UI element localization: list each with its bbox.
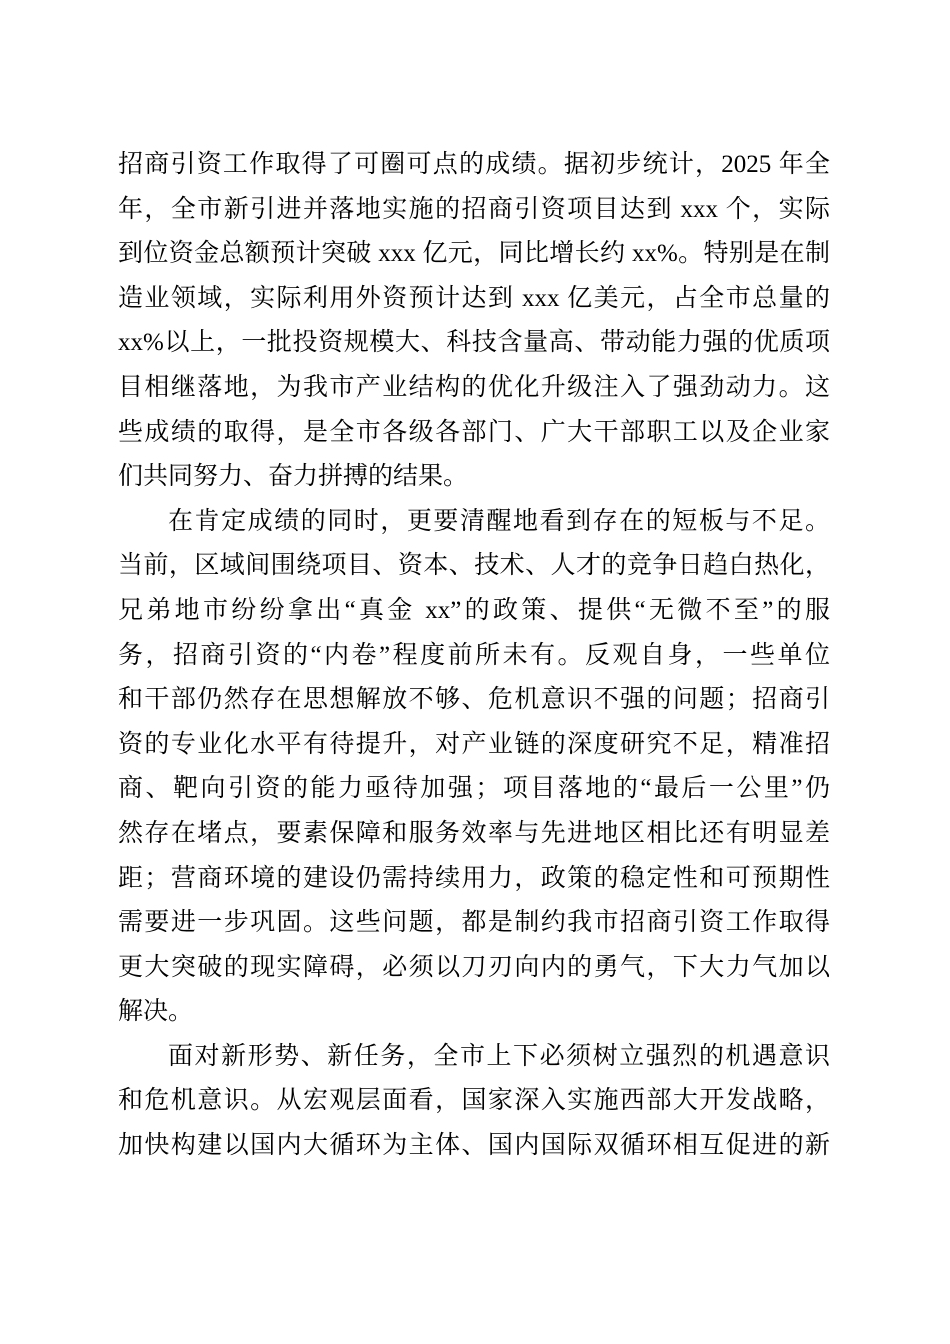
text-line: 和危机意识。从宏观层面看，国家深入实施西部大开发战略， [118,1087,830,1115]
text-line: 更大突破的现实障碍，必须以刀刃向内的勇气，下大力气加以 [118,953,830,981]
text-line: 当前，区域间围绕项目、资本、技术、人才的竞争日趋白热化， [118,552,830,580]
text-line: 招商引资工作取得了可圈可点的成绩。据初步统计，2025 年全 [118,151,830,178]
text-line: 商、靶向引资的能力亟待加强；项目落地的“最后一公里”仍 [118,775,830,803]
text-line: 然存在堵点，要素保障和服务效率与先进地区相比还有明显差 [118,819,830,847]
text-line: 距；营商环境的建设仍需持续用力，政策的稳定性和可预期性 [118,864,830,892]
text-line: 到位资金总额预计突破 xxx 亿元，同比增长约 xx%。特别是在制 [118,240,830,268]
text-line: 在肯定成绩的同时，更要清醒地看到存在的短板与不足。 [168,507,830,535]
text-line: 需要进一步巩固。这些问题，都是制约我市招商引资工作取得 [118,909,830,937]
text-line: 们共同努力、奋力拼搏的结果。 [118,463,469,491]
text-line: xx%以上，一批投资规模大、科技含量高、带动能力强的优质项 [118,329,830,357]
text-line: 资的专业化水平有待提升，对产业链的深度研究不足，精准招 [118,730,830,758]
document-body [118,143,830,1169]
text-line: 造业领域，实际利用外资预计达到 xxx 亿美元，占全市总量的 [118,284,830,312]
text-line: 面对新形势、新任务，全市上下必须树立强烈的机遇意识 [168,1042,830,1070]
text-line: 兄弟地市纷纷拿出“真金 xx”的政策、提供“无微不至”的服 [118,596,830,624]
text-line: 加快构建以国内大循环为主体、国内国际双循环相互促进的新 [118,1132,830,1160]
text-line: 务，招商引资的“内卷”程度前所未有。反观自身，一些单位 [118,641,830,669]
text-line: 些成绩的取得，是全市各级各部门、广大干部职工以及企业家 [118,418,830,446]
text-line: 年，全市新引进并落地实施的招商引资项目达到 xxx 个，实际 [118,195,830,223]
text-line: 解决。 [118,998,194,1026]
text-line: 和干部仍然存在思想解放不够、危机意识不强的问题；招商引 [118,686,830,714]
text-line: 目相继落地，为我市产业结构的优化升级注入了强劲动力。这 [118,373,830,401]
